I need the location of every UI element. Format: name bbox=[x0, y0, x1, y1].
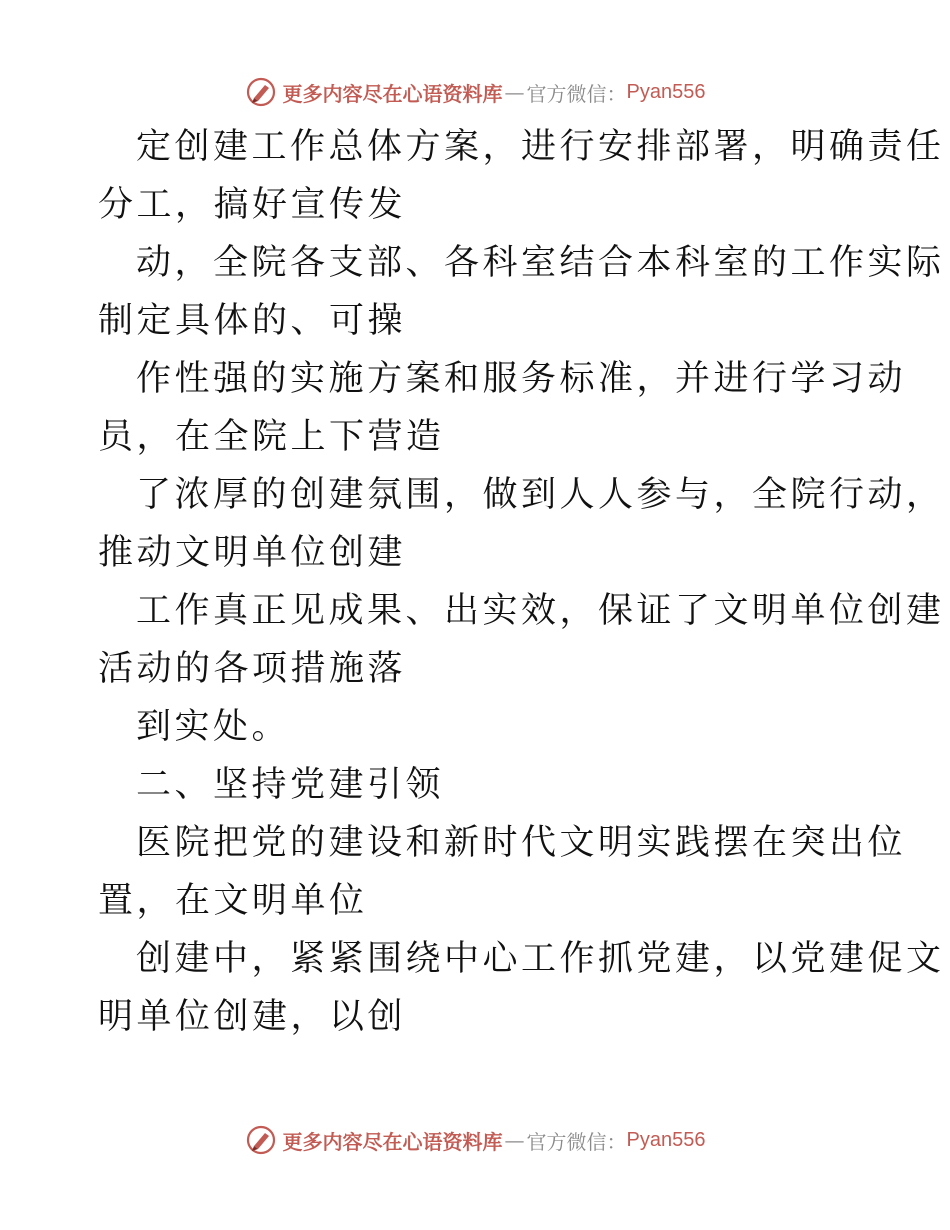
watermark-contact-id: Pyan556 bbox=[626, 1128, 706, 1151]
body-line: 医院把党的建设和新时代文明实践摆在突出位 bbox=[136, 823, 907, 863]
body-line: 员，在全院上下营造 bbox=[98, 417, 445, 457]
header-watermark bbox=[0, 72, 950, 112]
pen-logo-icon bbox=[245, 1124, 277, 1156]
body-line: 创建中，紧紧围绕中心工作抓党建，以党建促文 bbox=[136, 939, 945, 979]
body-line: 工作真正见成果、出实效，保证了文明单位创建 bbox=[136, 591, 945, 631]
section-heading: 二、坚持党建引领 bbox=[136, 765, 445, 805]
document-body bbox=[98, 118, 945, 1046]
watermark-label: 更多内容尽在心语资料库 bbox=[282, 1129, 503, 1154]
body-line: 作性强的实施方案和服务标准，并进行学习动 bbox=[136, 359, 907, 399]
body-line: 制定具体的、可操 bbox=[98, 301, 407, 341]
pen-logo-icon bbox=[245, 76, 277, 108]
watermark-contact-id: Pyan556 bbox=[626, 80, 706, 103]
body-line: 分工，搞好宣传发 bbox=[98, 185, 407, 225]
watermark-label: 更多内容尽在心语资料库 bbox=[282, 81, 503, 106]
body-line: 到实处。 bbox=[136, 707, 291, 747]
watermark-dash: — bbox=[504, 1128, 525, 1152]
body-line: 了浓厚的创建氛围，做到人人参与，全院行动， bbox=[136, 475, 945, 515]
footer-watermark bbox=[0, 1120, 950, 1160]
body-line: 活动的各项措施落 bbox=[98, 649, 407, 689]
body-line: 推动文明单位创建 bbox=[98, 533, 407, 573]
body-line: 动，全院各支部、各科室结合本科室的工作实际 bbox=[136, 243, 945, 283]
watermark-contact-label: 官方微信： bbox=[526, 81, 627, 106]
body-line: 置，在文明单位 bbox=[98, 881, 368, 921]
body-line: 定创建工作总体方案，进行安排部署，明确责任 bbox=[136, 127, 945, 167]
body-line: 明单位创建，以创 bbox=[98, 997, 407, 1037]
watermark-dash: — bbox=[504, 80, 525, 104]
watermark-contact-label: 官方微信： bbox=[526, 1129, 627, 1154]
